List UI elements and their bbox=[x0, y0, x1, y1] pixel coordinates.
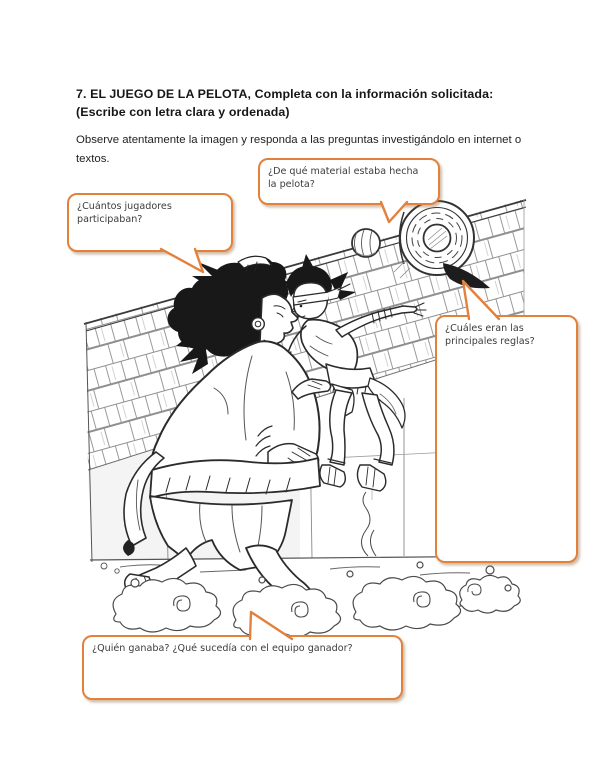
callout-players-count bbox=[67, 193, 233, 252]
callout-main-rules bbox=[435, 315, 578, 563]
callout-players-count-text: ¿Cuántos jugadores participaban? bbox=[77, 201, 172, 225]
ball bbox=[352, 229, 380, 257]
callout-main-rules-tail bbox=[456, 277, 508, 323]
title-line-2: (Escribe con letra clara y ordenada) bbox=[76, 104, 290, 119]
callout-winner-text: ¿Quién ganaba? ¿Qué sucedía con el equipo ganador? bbox=[92, 643, 353, 654]
callout-players-count-tail bbox=[155, 247, 211, 277]
callout-main-rules-text: ¿Cuáles eran las principales reglas? bbox=[445, 323, 535, 347]
callout-ball-material-tail bbox=[376, 200, 416, 226]
callout-winner bbox=[82, 635, 403, 700]
callout-ball-material-text: ¿De qué material estaba hecha la pelota? bbox=[268, 166, 419, 190]
callout-ball-material bbox=[258, 158, 440, 205]
instructions-line-1: Observe atentamente la imagen y responda a las preguntas investigándolo en internet o bbox=[76, 134, 522, 146]
callout-winner-tail bbox=[243, 608, 299, 642]
instructions-line-2: textos. bbox=[76, 152, 110, 165]
title-line-1: 7. EL JUEGO DE LA PELOTA, Completa con la información solicitada: bbox=[76, 87, 494, 101]
